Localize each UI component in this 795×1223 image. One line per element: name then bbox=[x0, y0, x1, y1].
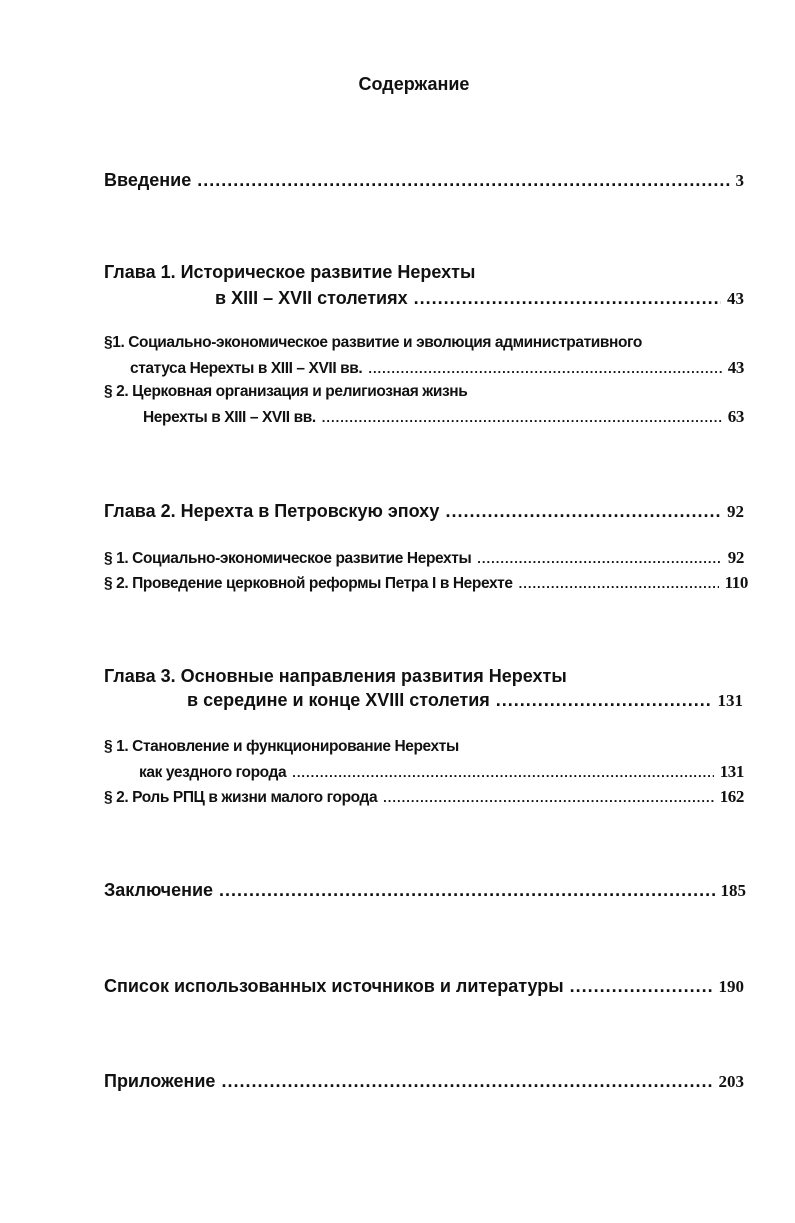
toc-label: в середине и конце XVIII столетия bbox=[187, 690, 490, 710]
toc-page-number: 63 bbox=[727, 407, 744, 426]
toc-leader-dots bbox=[414, 288, 721, 309]
toc-leader-dots bbox=[570, 976, 713, 997]
toc-entry-section-3-2[interactable] bbox=[104, 787, 744, 807]
toc-label: § 2. Проведение церковной реформы Петра I в Нерехте bbox=[104, 575, 513, 592]
toc-chapter-3-title[interactable]: Глава 3. Основные направления развития Нерехты bbox=[104, 666, 567, 686]
toc-page-number: 3 bbox=[735, 171, 744, 190]
toc-entry-introduction[interactable] bbox=[104, 170, 744, 191]
toc-section-1-2-title[interactable]: § 2. Церковная организация и религиозная жизнь bbox=[104, 383, 468, 400]
toc-label: Нерехты в XIII – XVII вв. bbox=[143, 409, 316, 426]
toc-label: в XIII – XVII столетиях bbox=[215, 288, 408, 308]
toc-label: Заключение bbox=[104, 880, 214, 900]
toc-leader-dots bbox=[445, 501, 721, 522]
toc-label: Глава 2. Нерехта в Петровскую эпоху bbox=[104, 501, 440, 521]
toc-entry-section-2-1[interactable] bbox=[104, 548, 744, 568]
toc-leader-dots bbox=[519, 576, 719, 591]
toc-section-1-1-title[interactable]: §1. Социально-экономическое развитие и эволюция административного bbox=[104, 334, 642, 351]
toc-entry-chapter-1[interactable] bbox=[215, 288, 744, 309]
page-title: Содержание bbox=[358, 74, 470, 94]
toc-page-number: 92 bbox=[727, 548, 744, 567]
toc-entry-section-1-1[interactable] bbox=[130, 358, 744, 378]
toc-label: статуса Нерехты в XIII – XVII вв. bbox=[130, 360, 363, 377]
toc-page-number: 190 bbox=[718, 977, 744, 996]
toc-leader-dots bbox=[477, 551, 722, 566]
toc-leader-dots bbox=[322, 410, 722, 425]
toc-label: Список использованных источников и литературы bbox=[104, 976, 564, 996]
toc-page-number: 92 bbox=[727, 502, 744, 521]
toc-entry-sources[interactable] bbox=[104, 976, 744, 997]
toc-label: как уездного города bbox=[139, 764, 287, 781]
toc-chapter-1-title[interactable]: Глава 1. Историческое развитие Нерехты bbox=[104, 262, 476, 282]
toc-entry-chapter-2[interactable] bbox=[104, 501, 744, 522]
toc-page-number: 43 bbox=[727, 289, 744, 308]
toc-page-number: 185 bbox=[720, 881, 746, 900]
toc-leader-dots bbox=[496, 690, 712, 711]
toc-label: § 1. Социально-экономическое развитие Нерехты bbox=[104, 550, 472, 567]
toc-leader-dots bbox=[221, 1071, 712, 1092]
toc-leader-dots bbox=[197, 170, 729, 191]
toc-label: § 2. Роль РПЦ в жизни малого города bbox=[104, 789, 378, 806]
toc-section-3-1-title[interactable]: § 1. Становление и функционирование Нерехты bbox=[104, 738, 459, 755]
toc-label: Введение bbox=[104, 170, 192, 190]
toc-entry-section-2-2[interactable] bbox=[104, 573, 748, 593]
toc-entry-appendix[interactable] bbox=[104, 1071, 744, 1092]
toc-entry-conclusion[interactable] bbox=[104, 880, 746, 901]
toc-entry-section-1-2[interactable] bbox=[143, 407, 744, 427]
toc-page-number: 110 bbox=[724, 573, 748, 592]
toc-page-number: 43 bbox=[727, 358, 744, 377]
toc-label: Приложение bbox=[104, 1071, 216, 1091]
toc-entry-section-3-1[interactable] bbox=[139, 762, 744, 782]
toc-leader-dots bbox=[368, 361, 721, 376]
toc-page-number: 131 bbox=[717, 691, 743, 710]
toc-page-number: 162 bbox=[719, 787, 744, 806]
toc-leader-dots bbox=[292, 765, 713, 780]
toc-leader-dots bbox=[383, 790, 714, 805]
toc-page-number: 203 bbox=[718, 1072, 744, 1091]
toc-entry-chapter-3[interactable] bbox=[187, 690, 743, 711]
toc-page-number: 131 bbox=[719, 762, 744, 781]
toc-leader-dots bbox=[219, 880, 714, 901]
